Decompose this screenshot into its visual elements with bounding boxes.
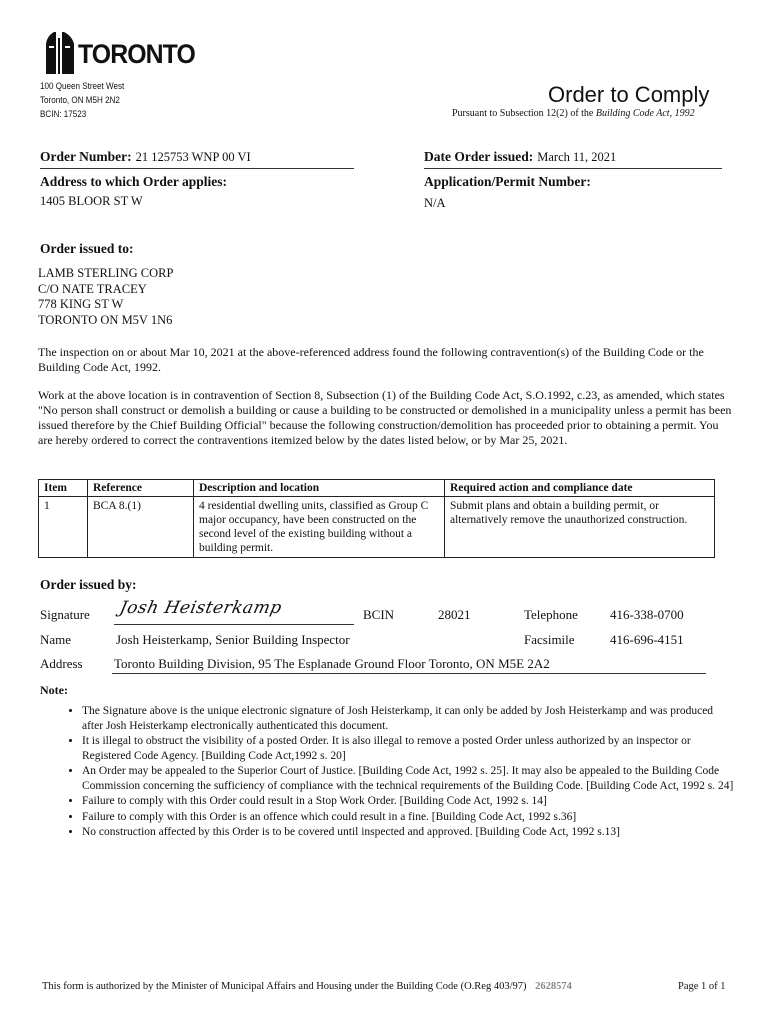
column-header: Required action and compliance date <box>445 480 715 497</box>
signature-label: Signature <box>40 607 90 622</box>
form-number: 2628574 <box>535 981 572 992</box>
table-cell: Submit plans and obtain a building permit, or alternatively remove the unauthorized construction. <box>445 497 715 558</box>
issued-to-label: Order issued to: <box>40 241 134 256</box>
table-cell: BCA 8.(1) <box>88 497 194 558</box>
column-header: Description and location <box>194 480 445 497</box>
order-number-field <box>40 148 354 169</box>
telephone-value: 416-338-0700 <box>610 607 684 622</box>
order-number-label: Order Number: <box>40 149 132 164</box>
column-header: Item <box>39 480 88 497</box>
issued-to-address <box>38 266 173 328</box>
permit-number-label: Application/Permit Number: <box>424 174 591 189</box>
city-hall-logo-icon <box>44 30 78 74</box>
subtitle-prefix: Pursuant to Subsection 12(2) of the <box>452 108 594 119</box>
document-title: Order to Comply <box>548 82 710 107</box>
table-row <box>39 497 715 558</box>
table-cell: 1 <box>39 497 88 558</box>
address-line: BCIN: 17523 <box>40 109 87 120</box>
order-number-value: 21 125753 WNP 00 VI <box>135 150 251 164</box>
facsimile-value: 416-696-4151 <box>610 632 684 647</box>
facsimile-label: Facsimile <box>524 632 575 647</box>
address-line: 100 Queen Street West <box>40 81 125 92</box>
name-label: Name <box>40 632 72 647</box>
issued-to-line: LAMB STERLING CORP <box>38 266 174 280</box>
address-applies-label: Address to which Order applies: <box>40 174 228 189</box>
office-address <box>40 80 124 122</box>
note-item: • Failure to comply with this Order is an offence which could result in a fine. [Building Code Act, 1992 s.36] <box>82 810 734 825</box>
signature-image: Josh Heisterkamp <box>117 598 284 618</box>
contravention-paragraph: Work at the above location is in contravention of Section 8, Subsection (1) of the Building Code Act, S.O.1992, c.23, as amended, which states "No person shall construct or demolish a building or cause a building to be constructed or demolished in a municipality unless a permit has been issued therefore by the Chief Building Official" because the following construction/demolition has proceeded prior to obtaining a permit. You are hereby ordered to correct the contraventions itemized below by the dates listed below, or by Mar 25, 2021. <box>38 388 732 447</box>
note-item: • The Signature above is the unique electronic signature of Josh Heisterkamp, it can only be added by Josh Heisterkamp and was produced after Josh Heisterkamp electronically authenticated this document. <box>82 704 734 733</box>
note-item: • An Order may be appealed to the Superior Court of Justice. [Building Code Act, 1992 s. 25]. It may also be appealed to the Building Code Commission concerning the sufficiency of compliance with the technical requirements of the Building Code. [Building Code Act, 1992 s. 24] <box>82 764 734 793</box>
table-cell: 4 residential dwelling units, classified as Group C major occupancy, have been constructed on the second level of the existing building without a building permit. <box>194 497 445 558</box>
bcin-label: BCIN <box>363 607 395 622</box>
signature-line <box>114 598 354 625</box>
document-subtitle <box>452 108 695 119</box>
notes-section <box>64 704 734 841</box>
date-issued-field <box>424 148 722 169</box>
footer-authorization-text: This form is authorized by the Minister of Municipal Affairs and Housing under the Building Code (O.Reg 403/97) <box>42 981 527 992</box>
name-value: Josh Heisterkamp, Senior Building Inspector <box>116 632 350 647</box>
contraventions-table <box>38 479 715 558</box>
column-header: Reference <box>88 480 194 497</box>
issued-to-line: TORONTO ON M5V 1N6 <box>38 312 173 327</box>
toronto-logo <box>44 30 195 76</box>
note-item: • Failure to comply with this Order could result in a Stop Work Order. [Building Code Act, 1992 s. 14] <box>82 794 734 809</box>
bcin-value: 28021 <box>438 607 471 622</box>
address-line: Toronto, ON M5H 2N2 <box>40 95 120 106</box>
note-item: • No construction affected by this Order is to be covered until inspected and approved. [Building Code Act, 1992 s.13] <box>82 825 734 840</box>
issued-by-label: Order issued by: <box>40 577 137 592</box>
subtitle-act: Building Code Act, 1992 <box>595 108 695 119</box>
address-label: Address <box>40 656 83 671</box>
page-number: Page 1 of 1 <box>678 981 726 992</box>
issued-to-line: 778 KING ST W <box>38 297 124 311</box>
notes-label: Note: <box>40 683 68 697</box>
date-issued-value: March 11, 2021 <box>537 150 617 164</box>
permit-number-value: N/A <box>424 196 446 210</box>
inspection-paragraph: The inspection on or about Mar 10, 2021 at the above-referenced address found the following contravention(s) of the Building Code or the Building Code Act, 1992. <box>38 345 704 374</box>
issued-to-line: C/O NATE TRACEY <box>38 281 147 296</box>
footer-authorization <box>42 981 572 992</box>
inspector-address-value: Toronto Building Division, 95 The Esplanade Ground Floor Toronto, ON M5E 2A2 <box>112 656 706 674</box>
table-header-row <box>39 480 715 497</box>
note-item: • It is illegal to obstruct the visibility of a posted Order. It is also illegal to remove a posted Order unless authorized by an inspector or Registered Code Agency. [Building Code Act,1992 s. 20] <box>82 734 734 763</box>
telephone-label: Telephone <box>524 607 578 622</box>
logo-wordmark: TORONTO <box>78 39 195 69</box>
address-applies-value: 1405 BLOOR ST W <box>40 194 143 208</box>
date-issued-label: Date Order issued: <box>424 149 534 164</box>
